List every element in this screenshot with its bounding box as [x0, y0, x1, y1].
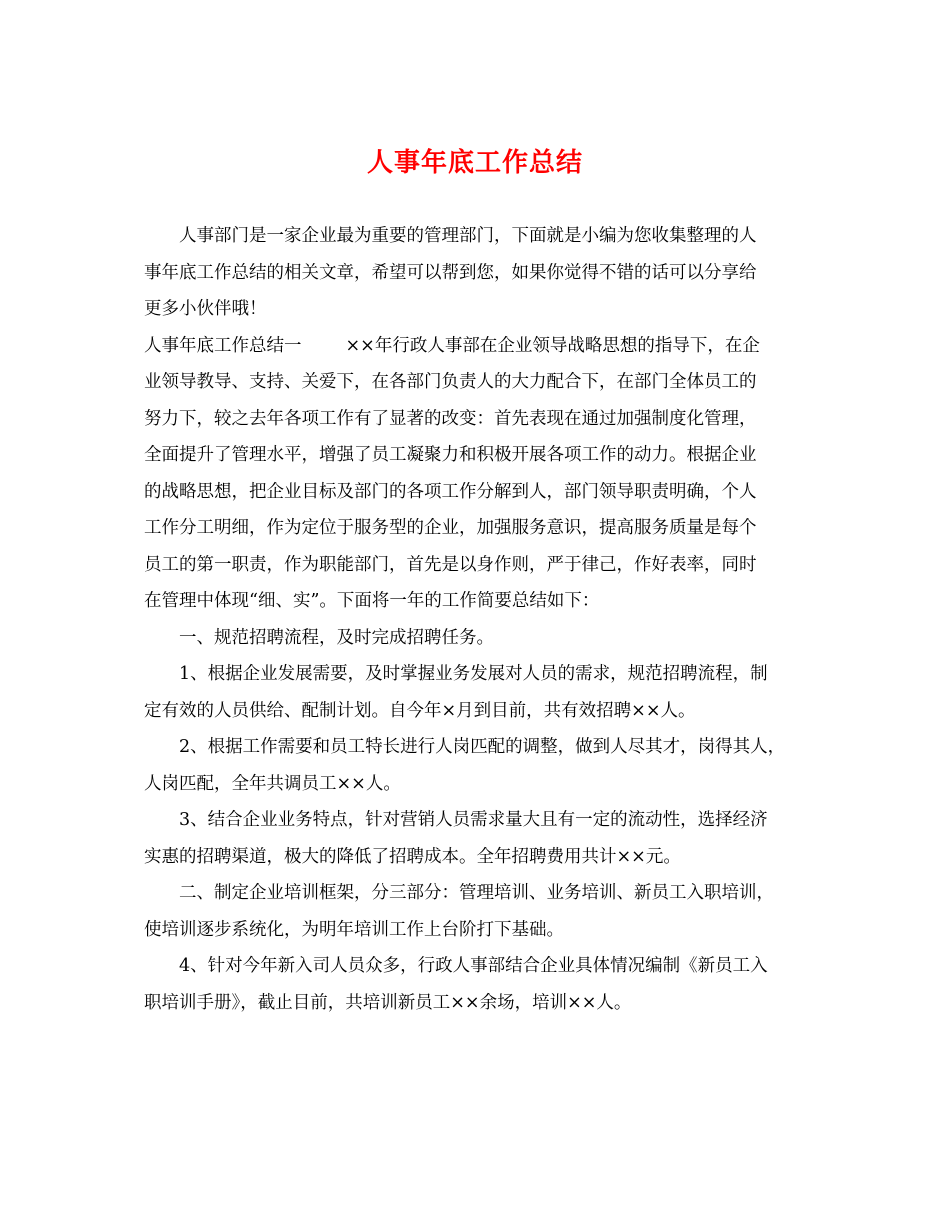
- section-body-line: 工作分工明细，作为定位于服务型的企业，加强服务意识，提高服务质量是每个: [144, 518, 757, 538]
- item-3-line: 实惠的招聘渠道，极大的降低了招聘成本。全年招聘费用共计××元。: [144, 846, 681, 867]
- section-first-text: ××年行政人事部在企业领导战略思想的指导下，在企: [345, 335, 760, 356]
- item-3-line: 3、结合企业业务特点，针对营销人员需求量大且有一定的流动性，选择经济: [179, 810, 768, 830]
- section-body-line: 的战略思想，把企业目标及部门的各项工作分解到人，部门领导职责明确，个人: [144, 481, 757, 502]
- item-4-line: 4、针对今年新入司人员众多，行政人事部结合企业具体情况编制《新员工入: [179, 956, 768, 976]
- item-1-line: 1、根据企业发展需要，及时掌握业务发展对人员的需求，规范招聘流程，制: [179, 664, 768, 684]
- heading-recruitment: 一、规范招聘流程，及时完成招聘任务。: [179, 627, 494, 648]
- item-4-line: 职培训手册》，截止目前，共培训新员工××余场，培训××人。: [144, 992, 632, 1013]
- item-1-line: 定有效的人员供给、配制计划。自今年×月到目前，共有效招聘××人。: [144, 700, 696, 721]
- intro-line: 事年底工作总结的相关文章，希望可以帮到您，如果你觉得不错的话可以分享给: [144, 262, 757, 283]
- section-body-line: 在管理中体现“细、实”。下面将一年的工作简要总结如下：: [144, 591, 600, 611]
- section-body-line: 员工的第一职责，作为职能部门，首先是以身作则，严于律己，作好表率，同时: [144, 554, 757, 575]
- document-body: [144, 218, 809, 1021]
- section-first-line: [144, 328, 809, 365]
- section-label: 人事年底工作总结一: [144, 335, 302, 356]
- document-title: 人事年底工作总结: [366, 148, 583, 178]
- intro-line: 更多小伙伴哦！: [144, 299, 267, 319]
- intro-line: 人事部门是一家企业最为重要的管理部门，下面就是小编为您收集整理的人: [179, 226, 757, 246]
- item-2-line: 2、根据工作需要和员工特长进行人岗匹配的调整，做到人尽其才，岗得其人，: [179, 737, 786, 757]
- heading-training-line: 使培训逐步系统化，为明年培训工作上台阶打下基础。: [144, 919, 564, 940]
- section-body-line: 努力下，较之去年各项工作有了显著的改变：首先表现在通过加强制度化管理，: [144, 408, 757, 429]
- section-body-line: 业领导教导、支持、关爱下，在各部门负责人的大力配合下，在部门全体员工的: [144, 372, 757, 392]
- heading-training: 二、制定企业培训框架，分三部分：管理培训、业务培训、新员工入职培训，: [179, 883, 774, 903]
- section-body-line: 全面提升了管理水平，增强了员工凝聚力和积极开展各项工作的动力。根据企业: [144, 445, 757, 465]
- item-2-line: 人岗匹配，全年共调员工××人。: [144, 773, 401, 794]
